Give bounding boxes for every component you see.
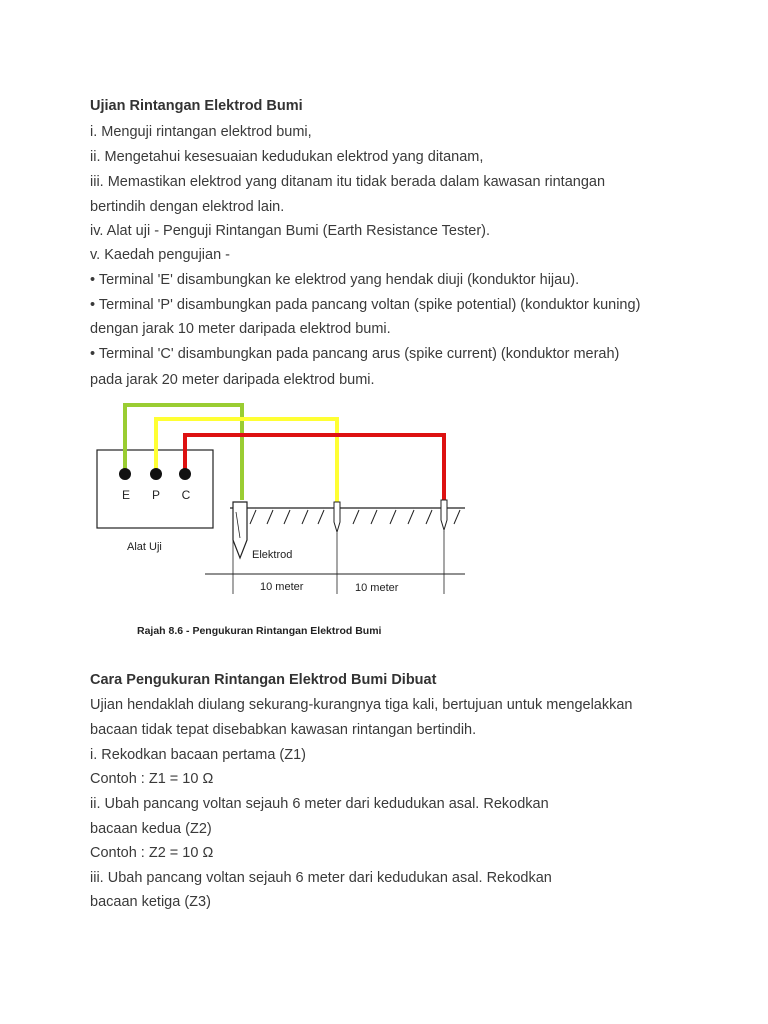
terminal-e-label: E bbox=[121, 488, 131, 502]
section-title: Ujian Rintangan Elektrod Bumi bbox=[90, 98, 303, 114]
ground-hatching bbox=[250, 510, 460, 524]
terminal-e-dot bbox=[119, 468, 131, 480]
earth-electrode bbox=[233, 502, 247, 558]
red-wire bbox=[185, 435, 444, 501]
paragraph-line: ii. Ubah pancang voltan sejauh 6 meter dari kedudukan asal. Rekodkan bbox=[90, 796, 549, 812]
paragraph-line: • Terminal 'E' disambungkan ke elektrod yang hendak diuji (konduktor hijau). bbox=[90, 272, 580, 288]
paragraph-line: iii. Memastikan elektrod yang ditanam itu tidak berada dalam kawasan rintangan bbox=[90, 174, 606, 190]
electrode-label: Elektrod bbox=[252, 549, 293, 561]
paragraph-line: v. Kaedah pengujian - bbox=[90, 247, 231, 263]
paragraph-line: Ujian hendaklah diulang sekurang-kurangnya tiga kali, bertujuan untuk mengelakkan bbox=[90, 697, 633, 713]
figure-caption: Rajah 8.6 - Pengukuran Rintangan Elektrod Bumi bbox=[137, 625, 382, 637]
distance-label-2: 10 meter bbox=[355, 582, 399, 594]
voltage-spike bbox=[334, 502, 340, 532]
terminal-c-label: C bbox=[181, 488, 191, 502]
paragraph-line: bacaan tidak tepat disebabkan kawasan rintangan bertindih. bbox=[90, 722, 477, 738]
paragraph-line: ii. Mengetahui kesesuaian kedudukan elektrod yang ditanam, bbox=[90, 149, 484, 165]
paragraph-line: iii. Ubah pancang voltan sejauh 6 meter dari kedudukan asal. Rekodkan bbox=[90, 870, 552, 886]
paragraph-line: bacaan kedua (Z2) bbox=[90, 821, 212, 837]
paragraph-line: • Terminal 'P' disambungkan pada pancang voltan (spike potential) (konduktor kuning) bbox=[90, 297, 641, 313]
terminal-c-dot bbox=[179, 468, 191, 480]
distance-label-1: 10 meter bbox=[260, 581, 304, 593]
paragraph-line: bacaan ketiga (Z3) bbox=[90, 894, 211, 910]
paragraph-line: • Terminal 'C' disambungkan pada pancang arus (spike current) (konduktor merah) bbox=[90, 346, 620, 362]
terminal-p-dot bbox=[150, 468, 162, 480]
paragraph-line: Contoh : Z2 = 10 Ω bbox=[90, 845, 214, 861]
device-label: Alat Uji bbox=[127, 541, 162, 553]
paragraph-line: pada jarak 20 meter daripada elektrod bumi. bbox=[90, 372, 375, 388]
terminal-p-label: P bbox=[151, 488, 161, 502]
paragraph-line: dengan jarak 10 meter daripada elektrod bumi. bbox=[90, 321, 391, 337]
paragraph-line: bertindih dengan elektrod lain. bbox=[90, 199, 285, 215]
paragraph-line: i. Menguji rintangan elektrod bumi, bbox=[90, 124, 312, 140]
earth-resistance-diagram bbox=[90, 398, 480, 648]
section-title: Cara Pengukuran Rintangan Elektrod Bumi Dibuat bbox=[90, 672, 437, 688]
paragraph-line: Contoh : Z1 = 10 Ω bbox=[90, 771, 214, 787]
paragraph-line: iv. Alat uji - Penguji Rintangan Bumi (Earth Resistance Tester). bbox=[90, 223, 491, 239]
paragraph-line: i. Rekodkan bacaan pertama (Z1) bbox=[90, 747, 306, 763]
current-spike bbox=[441, 500, 447, 530]
